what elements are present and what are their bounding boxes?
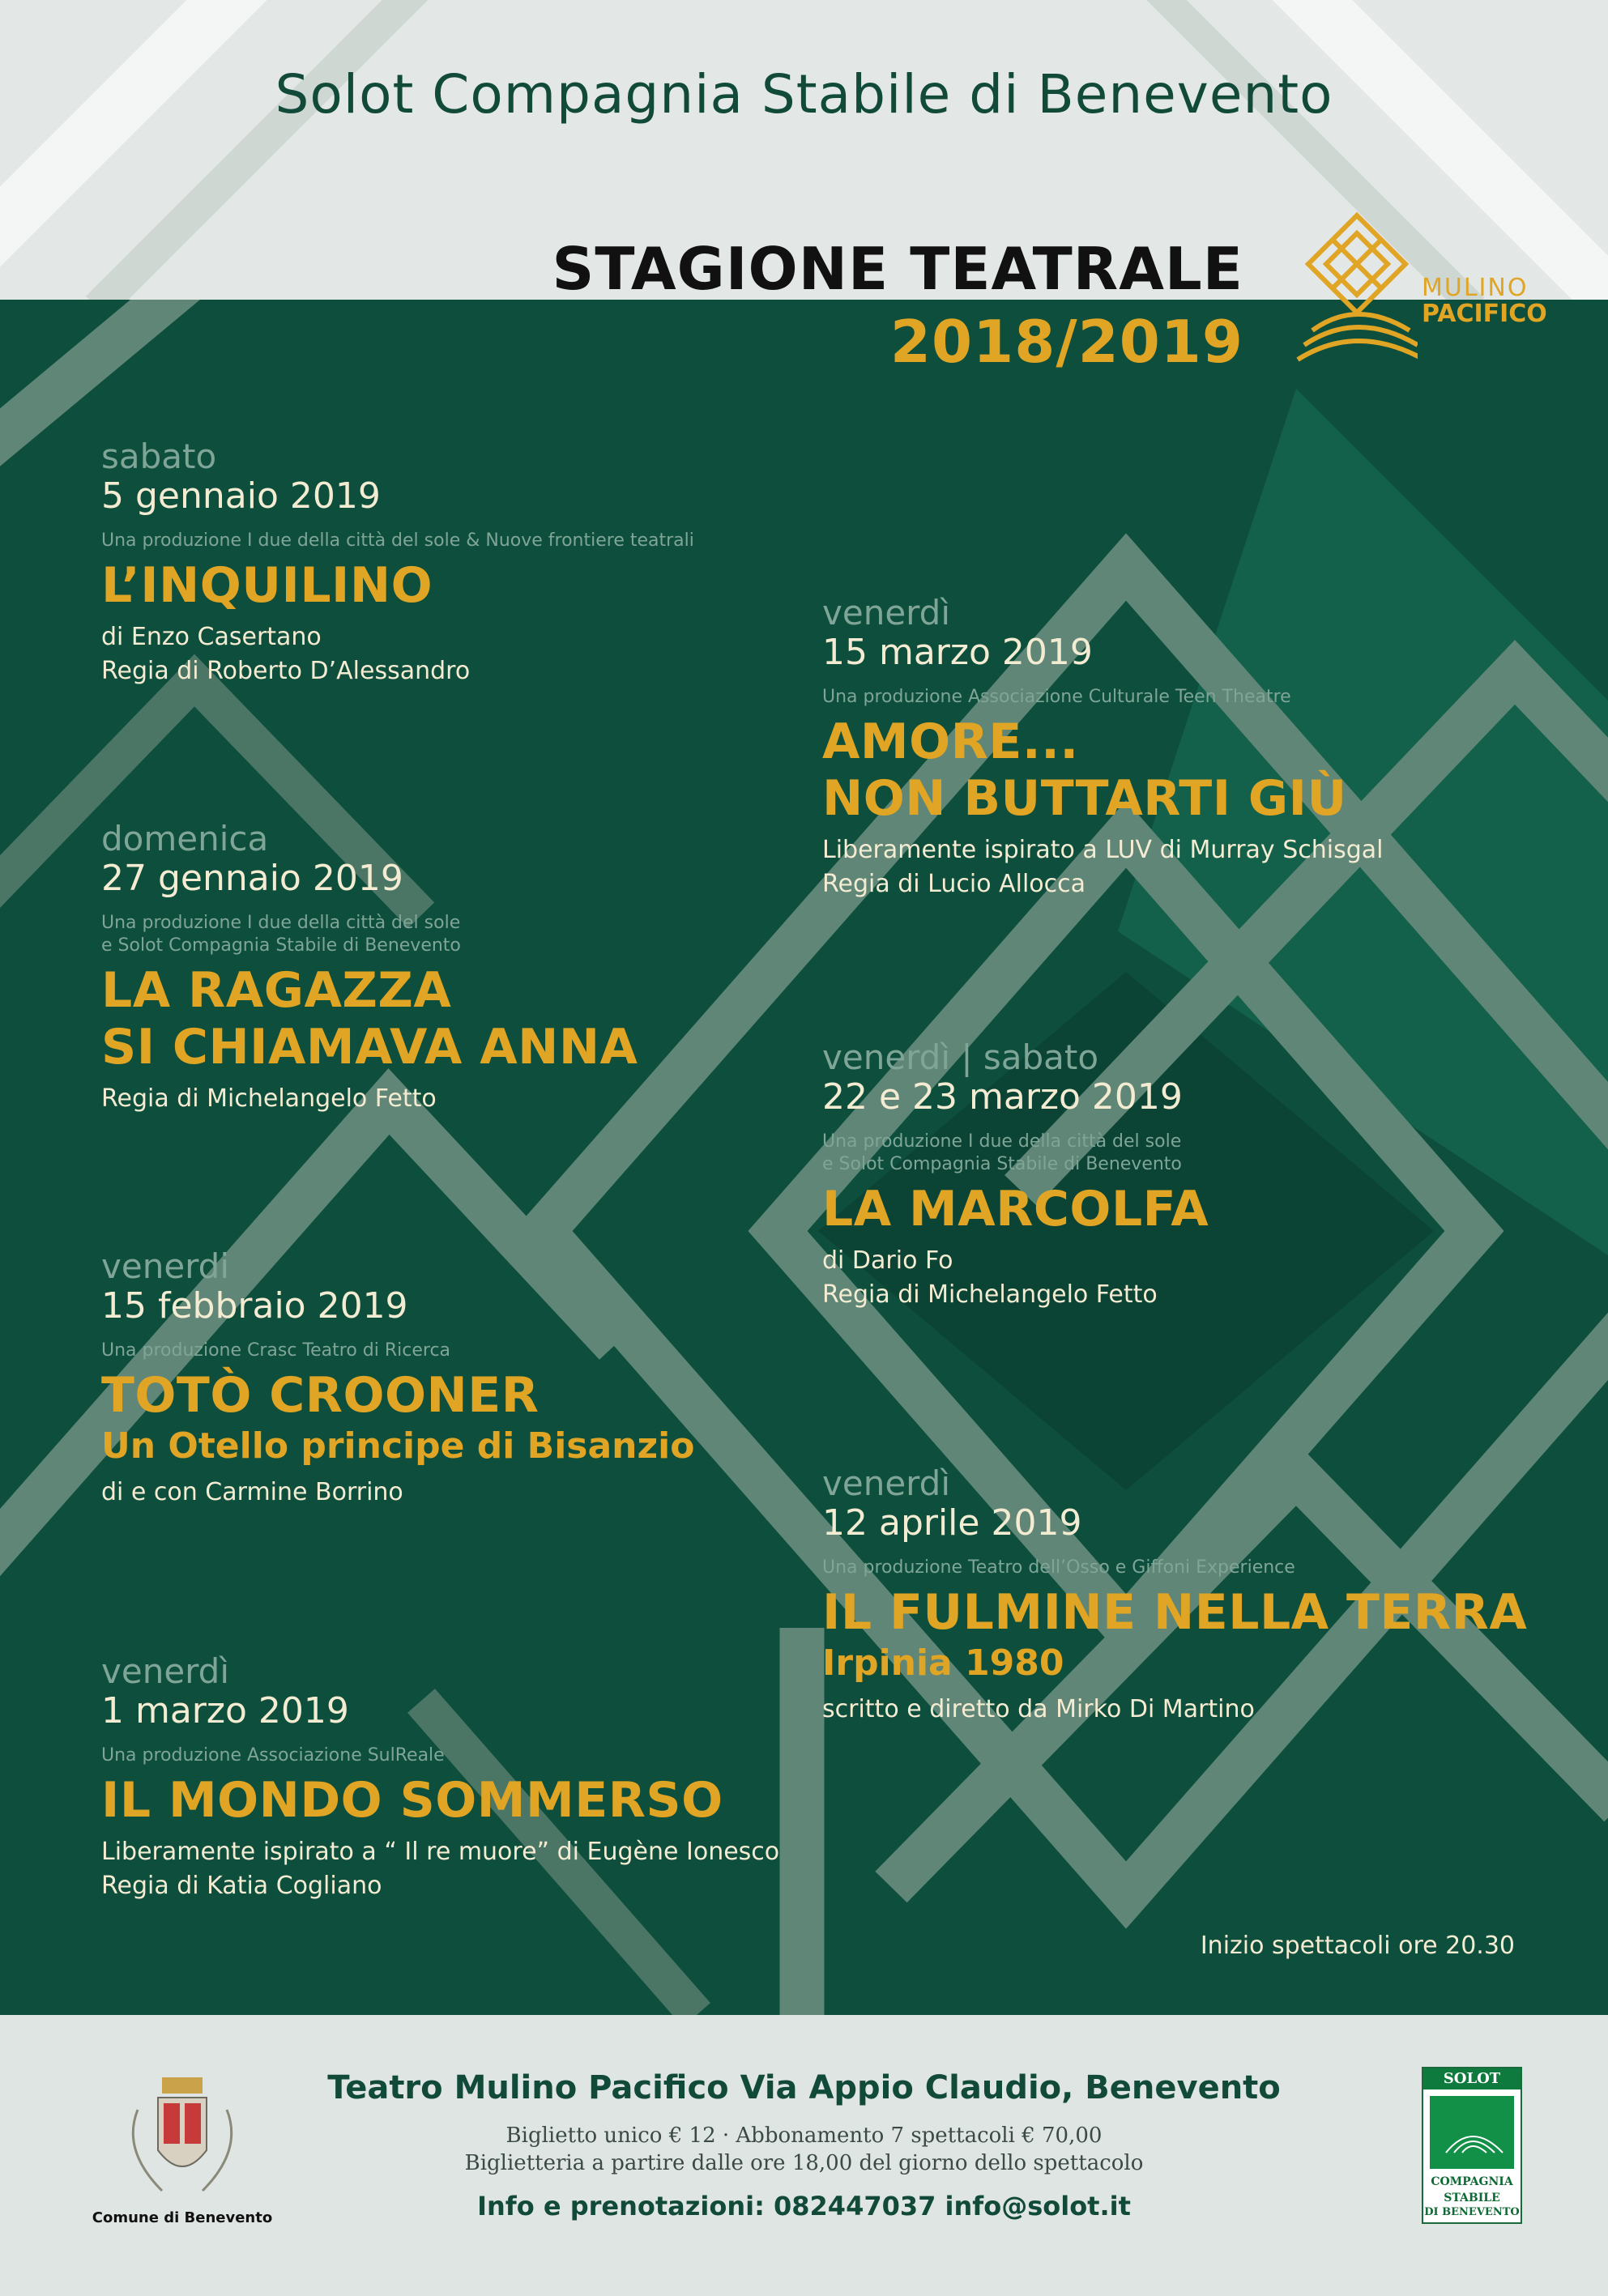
event-credit: Regia di Katia Cogliano — [101, 1872, 382, 1900]
event-il-mondo-sommerso — [101, 1652, 779, 1903]
company-name: Solot Compagnia Stabile di Benevento — [275, 63, 1333, 126]
event-production: e Solot Compagnia Stabile di Benevento — [822, 1154, 1182, 1174]
event-title: IL FULMINE NELLA TERRA — [822, 1584, 1528, 1641]
event-day: venerdì | sabato — [822, 1037, 1099, 1077]
event-amore — [822, 594, 1384, 901]
ticket-info: Biglietto unico € 12 · Abbonamento 7 spettacoli € 70,00 — [505, 2123, 1103, 2148]
event-day: domenica — [101, 819, 269, 858]
solot-emblem-icon — [1430, 2096, 1514, 2169]
event-credit: scritto e diretto da Mirko Di Martino — [822, 1695, 1255, 1723]
comune-label: Comune di Benevento — [92, 2209, 273, 2226]
event-toto-crooner — [101, 1247, 694, 1510]
solot-logo-line: DI BENEVENTO — [1424, 2206, 1520, 2218]
event-credit: Liberamente ispirato a LUV di Murray Schisgal — [822, 836, 1384, 864]
contact-info: Info e prenotazioni: 082447037 info@solot.it — [477, 2191, 1131, 2221]
event-date: 5 gennaio 2019 — [101, 475, 381, 517]
event-production: Una produzione Teatro dell’Osso e Giffoni Experience — [822, 1557, 1295, 1578]
event-production: Una produzione I due della città del sole — [101, 913, 461, 933]
event-la-marcolfa — [822, 1038, 1209, 1312]
event-day: venerdì — [101, 1651, 230, 1691]
solot-logo-emblem — [1430, 2096, 1514, 2169]
event-inquilino — [101, 437, 694, 688]
solot-logo-title: SOLOT — [1423, 2068, 1521, 2089]
show-start-time: Inizio spettacoli ore 20.30 — [1200, 1932, 1515, 1960]
season-label: STAGIONE TEATRALE — [552, 235, 1243, 303]
event-credit: di e con Carmine Borrino — [101, 1478, 403, 1506]
event-title: NON BUTTARTI GIÙ — [822, 770, 1347, 827]
event-production: Una produzione Associazione Culturale Teen Theatre — [822, 687, 1291, 707]
event-title: LA RAGAZZA — [101, 962, 452, 1019]
event-il-fulmine — [822, 1464, 1527, 1727]
event-date: 15 febbraio 2019 — [101, 1285, 408, 1327]
event-date: 22 e 23 marzo 2019 — [822, 1076, 1183, 1118]
event-date: 12 aprile 2019 — [822, 1502, 1082, 1544]
event-production: Una produzione I due della città del sole & Nuove frontiere teatrali — [101, 530, 694, 551]
event-subtitle: Un Otello principe di Bisanzio — [101, 1425, 695, 1467]
mulino-pacifico-logo — [1296, 209, 1563, 371]
event-subtitle: Irpinia 1980 — [822, 1642, 1064, 1684]
event-day: venerdì — [822, 593, 951, 633]
event-date: 1 marzo 2019 — [101, 1690, 349, 1732]
event-day: sabato — [101, 437, 217, 476]
logo-text-pacifico: PACIFICO — [1422, 300, 1547, 328]
logo-text-mulino: MULINO — [1422, 274, 1529, 302]
event-production: e Solot Compagnia Stabile di Benevento — [101, 935, 461, 956]
event-credit: Regia di Michelangelo Fetto — [101, 1084, 437, 1113]
event-credit: di Dario Fo — [822, 1246, 953, 1275]
solot-logo-line: COMPAGNIA — [1431, 2175, 1513, 2188]
event-credit: Regia di Michelangelo Fetto — [822, 1280, 1158, 1309]
solot-logo — [1422, 2067, 1522, 2224]
event-credit: Liberamente ispirato a “ Il re muore” di Eugène Ionesco — [101, 1838, 780, 1866]
event-title: IL MONDO SOMMERSO — [101, 1772, 723, 1829]
event-credit: Regia di Roberto D’Alessandro — [101, 657, 471, 685]
event-la-ragazza — [101, 820, 638, 1116]
event-title: TOTÒ CROONER — [101, 1367, 540, 1424]
event-date: 15 marzo 2019 — [822, 632, 1093, 673]
event-title: SI CHIAMAVA ANNA — [101, 1019, 638, 1076]
event-day: venerdi — [101, 1246, 230, 1286]
event-production: Una produzione Crasc Teatro di Ricerca — [101, 1340, 451, 1361]
event-title: AMORE... — [822, 714, 1079, 770]
event-credit: Regia di Lucio Allocca — [822, 870, 1086, 898]
box-office-info: Biglietteria a partire dalle ore 18,00 del giorno dello spettacolo — [464, 2151, 1144, 2175]
event-date: 27 gennaio 2019 — [101, 858, 403, 899]
season-year: 2018/2019 — [889, 308, 1243, 376]
solot-logo-line: STABILE — [1444, 2192, 1500, 2204]
event-title: L’INQUILINO — [101, 557, 433, 614]
event-production: Una produzione I due della città del sole — [822, 1131, 1182, 1152]
event-credit: di Enzo Casertano — [101, 623, 322, 651]
event-production: Una produzione Associazione SulReale — [101, 1745, 445, 1766]
mulino-pacifico-logo-icon — [1296, 209, 1418, 371]
event-title: LA MARCOLFA — [822, 1181, 1209, 1237]
venue-address: Teatro Mulino Pacifico Via Appio Claudio, Benevento — [327, 2069, 1281, 2106]
event-day: venerdì — [822, 1463, 951, 1503]
